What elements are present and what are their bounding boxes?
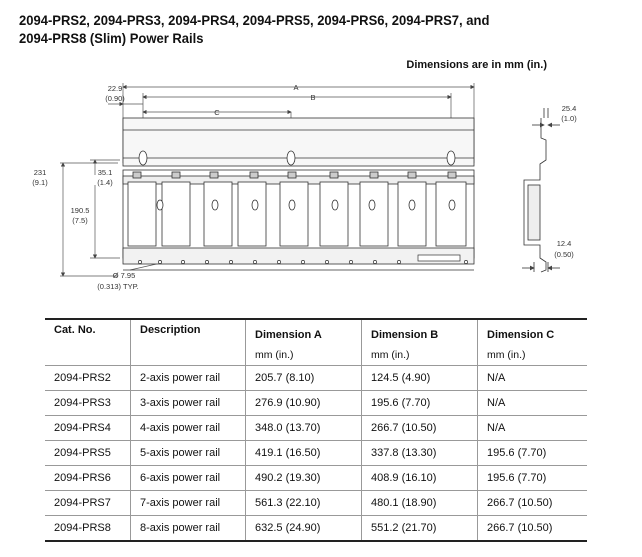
col-dimension-c: Dimension C <box>487 328 555 341</box>
dimension-b-cell: 551.2 (21.70) <box>362 516 478 542</box>
dimension-b-cell: 195.6 (7.70) <box>362 391 478 416</box>
description-cell: 5-axis power rail <box>131 441 246 466</box>
description-cell: 4-axis power rail <box>131 416 246 441</box>
side-bottom-in-label: (0.50) <box>554 250 574 259</box>
dimension-a-cell: 490.2 (19.30) <box>246 466 362 491</box>
description-cell: 2-axis power rail <box>131 366 246 391</box>
dimension-c-cell: 266.7 (10.50) <box>478 516 588 542</box>
left-offset-in-label: (0.90) <box>105 94 125 103</box>
table-body <box>45 366 587 542</box>
hole-diameter-label: Ø 7.95 <box>112 271 136 280</box>
slot-offset-label: 35.1 <box>97 168 113 177</box>
dim-c-label: C <box>214 108 220 117</box>
rail-side-view <box>522 108 560 272</box>
rail-slots <box>128 172 466 246</box>
dimension-c-cell: N/A <box>478 416 588 441</box>
hole-height-in-label: (7.5) <box>72 216 88 225</box>
table-row <box>45 366 587 391</box>
dim-a-label: A <box>293 83 299 92</box>
side-bottom-label: 12.4 <box>556 239 572 248</box>
dimension-a-cell: 419.1 (16.50) <box>246 441 362 466</box>
dimension-c-cell: N/A <box>478 366 588 391</box>
col-description: Description <box>131 319 246 366</box>
table-row <box>45 441 587 466</box>
height-total-label: 231 <box>33 168 47 177</box>
col-dimension-b: Dimension B <box>362 319 478 345</box>
cat-no-cell: 2094-PRS5 <box>45 441 131 466</box>
side-top-label: 25.4 <box>561 104 577 113</box>
description-cell: 3-axis power rail <box>131 391 246 416</box>
unit-dimension-a: mm (in.) <box>246 345 362 366</box>
table-row <box>45 416 587 441</box>
dimension-b-cell: 266.7 (10.50) <box>362 416 478 441</box>
dimension-a-cell: 205.7 (8.10) <box>246 366 362 391</box>
cat-no-cell: 2094-PRS6 <box>45 466 131 491</box>
dimension-b-cell: 480.1 (18.90) <box>362 491 478 516</box>
hole-height-label: 190.5 <box>70 206 90 215</box>
col-dimension-a: Dimension A <box>246 319 362 345</box>
hole-diameter-in-label: (0.313) TYP. <box>97 282 139 291</box>
left-offset-label: 22.9 <box>107 84 123 93</box>
title-line-2: 2094-PRS8 (Slim) Power Rails <box>19 30 204 46</box>
dimension-a-cell: 276.9 (10.90) <box>246 391 362 416</box>
cat-no-cell: 2094-PRS7 <box>45 491 131 516</box>
dimensions-note: Dimensions are in mm (in.) <box>406 59 547 71</box>
slot-offset-in-label: (1.4) <box>97 178 113 187</box>
unit-dimension-c: mm (in.) <box>478 345 588 366</box>
side-top-in-label: (1.0) <box>561 114 577 123</box>
dimension-c-cell: 266.7 (10.50) <box>478 491 588 516</box>
dimension-c-cell: 195.6 (7.70) <box>478 441 588 466</box>
cat-no-cell: 2094-PRS3 <box>45 391 131 416</box>
dimension-a-cell: 561.3 (22.10) <box>246 491 362 516</box>
col-cat-no: Cat. No. <box>45 319 131 366</box>
dimension-b-cell: 408.9 (16.10) <box>362 466 478 491</box>
table-row <box>45 516 587 542</box>
table-row <box>45 466 587 491</box>
dimension-b-cell: 337.8 (13.30) <box>362 441 478 466</box>
cat-no-cell: 2094-PRS4 <box>45 416 131 441</box>
dimension-a-cell: 348.0 (13.70) <box>246 416 362 441</box>
dimension-c-cell: N/A <box>478 391 588 416</box>
cat-no-cell: 2094-PRS8 <box>45 516 131 542</box>
height-total-in-label: (9.1) <box>32 178 48 187</box>
table-row <box>45 391 587 416</box>
title-line-1: 2094-PRS2, 2094-PRS3, 2094-PRS4, 2094-PRS5, 2094-PRS6, 2094-PRS7, and <box>19 12 490 28</box>
dimension-b-cell: 124.5 (4.90) <box>362 366 478 391</box>
cat-no-cell: 2094-PRS2 <box>45 366 131 391</box>
description-cell: 7-axis power rail <box>131 491 246 516</box>
unit-dimension-b: mm (in.) <box>362 345 478 366</box>
description-cell: 8-axis power rail <box>131 516 246 542</box>
table-row <box>45 491 587 516</box>
description-cell: 6-axis power rail <box>131 466 246 491</box>
dim-b-label: B <box>310 93 316 102</box>
power-rail-table <box>45 318 587 542</box>
dimension-a-cell: 632.5 (24.90) <box>246 516 362 542</box>
dimension-c-cell: 195.6 (7.70) <box>478 466 588 491</box>
table-header-row <box>45 319 587 345</box>
